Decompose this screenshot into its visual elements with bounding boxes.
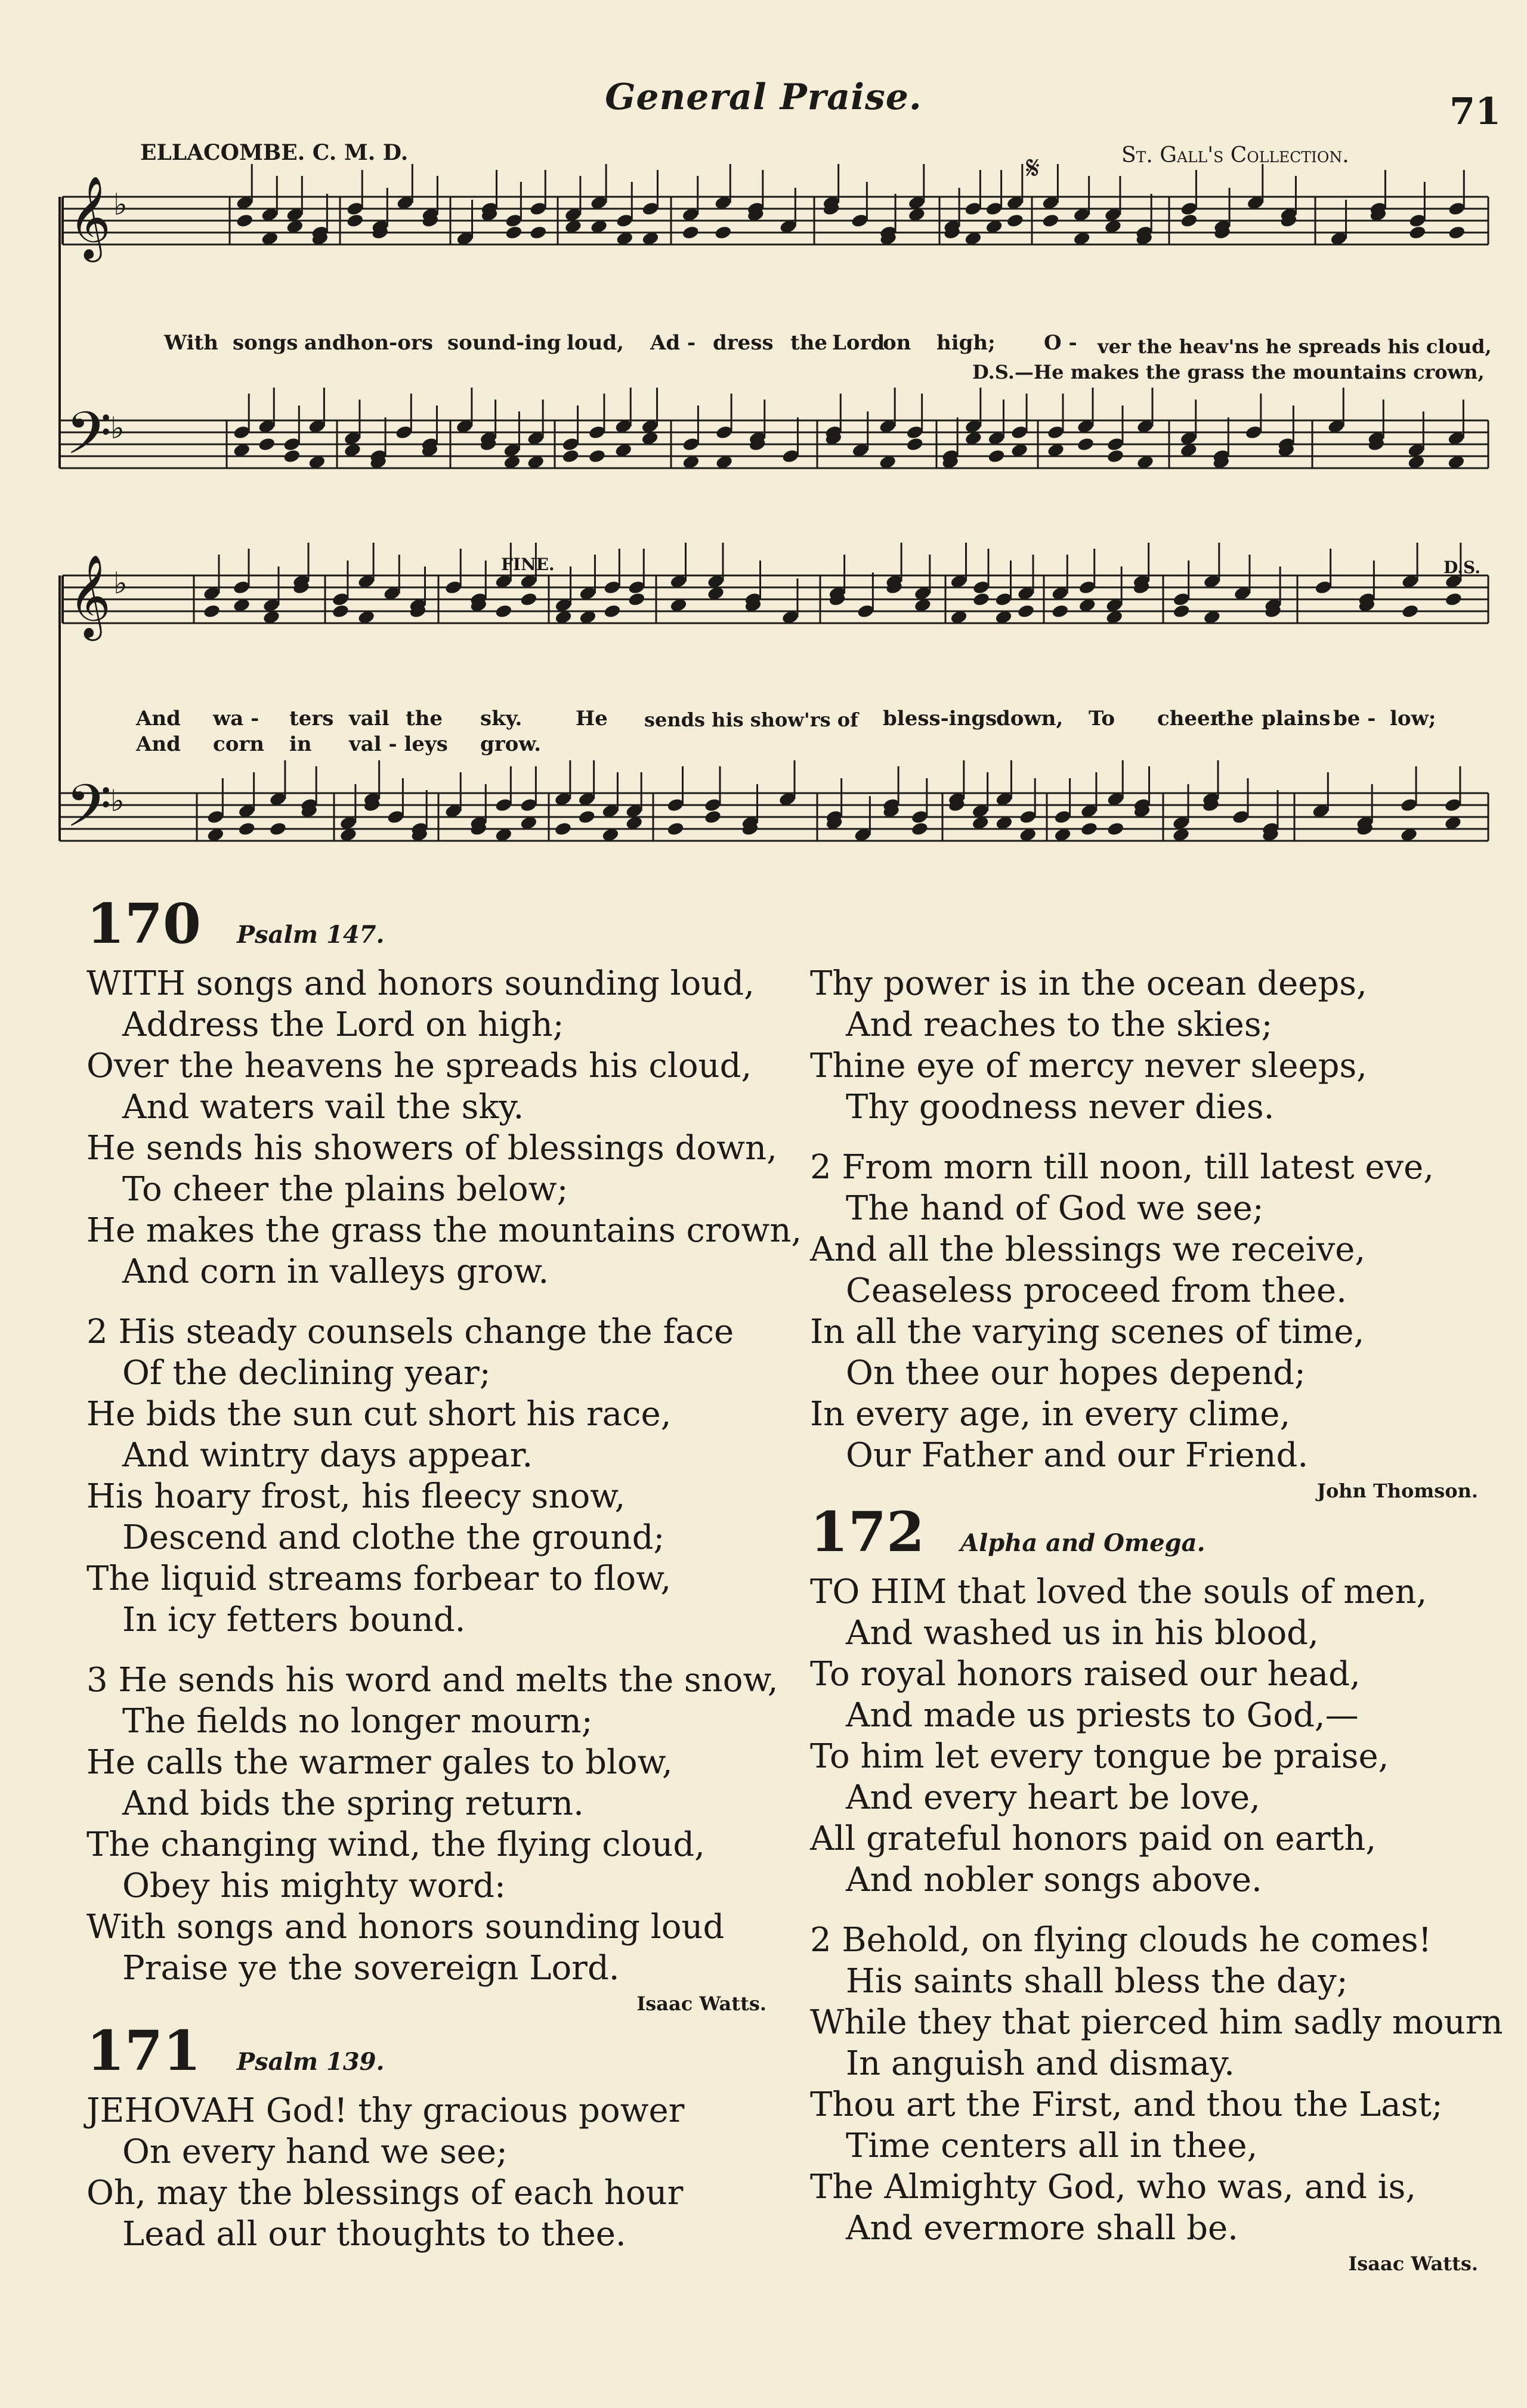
verse-line: WITH songs and honors sounding loud,: [86, 964, 755, 1003]
lyric: Ad -: [650, 331, 696, 355]
lyric: sound-ing: [447, 331, 561, 355]
lyric: ters: [289, 707, 334, 731]
note-head: [987, 448, 1006, 464]
verse-line: And every heart be love,: [846, 1778, 1260, 1817]
note-head: [972, 592, 991, 607]
lyric: in: [289, 732, 312, 756]
lyric: vail: [349, 707, 390, 731]
verse-line: The liquid streams forbear to flow,: [86, 1559, 672, 1598]
verse-line: In icy fetters bound.: [122, 1601, 466, 1639]
verse-line: The hand of God we see;: [846, 1189, 1264, 1228]
note-head: [603, 603, 622, 619]
lyric: bless-ings: [883, 707, 997, 731]
lyric: sends his show'rs of: [644, 708, 858, 731]
lyric: And: [136, 732, 181, 756]
note-head: [1106, 821, 1125, 837]
lyric: hon-ors: [346, 331, 433, 355]
note-head: [520, 592, 538, 607]
hymn-172-heading: [810, 1500, 1478, 1571]
lyric: Lord: [832, 331, 885, 355]
verse-line: 2 His steady counsels change the face: [86, 1313, 734, 1351]
lyric: corn: [213, 732, 265, 756]
stanza: [86, 963, 802, 1292]
lyric: val - leys: [349, 732, 448, 756]
verse-line: Ceaseless proceed from thee.: [846, 1271, 1347, 1310]
lyric: low;: [1390, 707, 1436, 731]
note-head: [1006, 213, 1025, 228]
bass-clef-icon: 𝄢: [66, 400, 112, 482]
lyric: and: [304, 331, 347, 355]
verse-line: TO HIM that loved the souls of men,: [810, 1573, 1427, 1611]
verse-line: And bids the spring return.: [122, 1784, 584, 1823]
verse-line: Address the Lord on high;: [122, 1005, 564, 1044]
verse-line: To cheer the plains below;: [122, 1170, 568, 1209]
note-head: [561, 448, 580, 464]
verse-line: Thy power is in the ocean deeps,: [810, 964, 1367, 1003]
flat-icon: ♭: [110, 411, 125, 445]
verse-line: His saints shall bless the day;: [846, 1962, 1348, 2001]
lyric: the: [406, 707, 443, 731]
verse-line: Of the declining year;: [122, 1354, 491, 1392]
verse-line: He sends his showers of blessings down,: [86, 1129, 777, 1168]
fine-marking: FINE.: [501, 555, 555, 574]
verse-line: His hoary frost, his fleecy snow,: [86, 1477, 626, 1516]
verse-line: While they that pierced him sadly mourn: [810, 2003, 1503, 2042]
lyric: down,: [996, 707, 1064, 731]
author: Isaac Watts.: [1348, 2252, 1478, 2275]
stanza: [810, 1571, 1478, 1901]
verse-line: Thy goodness never dies.: [846, 1088, 1275, 1126]
hymn-number: 171: [86, 2019, 202, 2083]
note-head: [332, 603, 350, 619]
verse-line: Lead all our thoughts to thee.: [122, 2215, 626, 2254]
bass-clef-icon: 𝄢: [66, 772, 112, 855]
hymn-subtitle: Psalm 139.: [237, 2048, 385, 2076]
verse-line: The Almighty God, who was, and is,: [810, 2168, 1417, 2206]
note-head: [666, 821, 685, 837]
hymn-subtitle: Alpha and Omega.: [960, 1529, 1205, 1557]
note-head: [905, 437, 924, 452]
note-head: [1448, 225, 1466, 240]
verse-line: To him let every tongue be praise,: [810, 1737, 1389, 1776]
stanza-continued: [810, 963, 1478, 1128]
lyric: high;: [936, 331, 996, 355]
note-head: [1017, 603, 1035, 619]
note-head: [1172, 603, 1191, 619]
verse-line: On every hand we see;: [122, 2132, 508, 2171]
hymn-number: 170: [86, 892, 202, 956]
lyric: grow.: [480, 732, 542, 756]
verse-line: And made us priests to God,—: [846, 1696, 1359, 1735]
right-column: [810, 963, 1503, 2279]
note-head: [237, 821, 256, 837]
note-head: [1445, 592, 1463, 607]
verse-line: Oh, may the blessings of each hour: [86, 2174, 684, 2212]
lyric: be -: [1333, 707, 1376, 731]
note-head: [1080, 821, 1099, 837]
lyric: O -: [1044, 331, 1077, 355]
author: John Thomson.: [1316, 1480, 1478, 1502]
lyric: To: [1089, 707, 1115, 731]
verse-line: The changing wind, the flying cloud,: [86, 1825, 705, 1864]
lyric: plains: [1262, 707, 1331, 731]
hymn-subtitle: Psalm 147.: [237, 921, 385, 949]
tune-name: ELLACOMBE. C. M. D.: [140, 140, 409, 165]
lyric: dress: [713, 331, 774, 355]
verse-line: Our Father and our Friend.: [846, 1436, 1309, 1475]
note-head: [588, 448, 607, 464]
verse-line: And nobler songs above.: [846, 1861, 1262, 1899]
note-head: [554, 821, 573, 837]
hymn-171-heading: [86, 2019, 778, 2090]
lyric: songs: [233, 331, 298, 355]
note-head: [346, 213, 364, 228]
note-head: [203, 603, 221, 619]
lyric: And: [136, 707, 181, 731]
verse-line: JEHOVAH God! thy gracious power: [86, 2091, 685, 2130]
lyric: loud,: [567, 331, 624, 355]
left-column: [86, 892, 802, 2255]
verse-line: He calls the warmer gales to blow,: [86, 1743, 673, 1782]
verse-line: The fields no longer mourn;: [122, 1702, 593, 1741]
verse-line: Time centers all in thee,: [846, 2127, 1258, 2165]
note-head: [577, 809, 596, 825]
verse-line: 2 Behold, on flying clouds he comes!: [810, 1921, 1432, 1960]
note-head: [1041, 213, 1060, 228]
lyric: on: [883, 331, 911, 355]
tune-source: St. Gall's Collection.: [1121, 143, 1349, 168]
verse-line: He bids the sun cut short his race,: [86, 1395, 672, 1434]
verse-line: Over the heavens he spreads his cloud,: [86, 1047, 752, 1085]
note-head: [1106, 448, 1125, 464]
note-head: [681, 225, 700, 240]
ds-marking: D.S.: [1443, 558, 1481, 577]
author: Isaac Watts.: [636, 1992, 766, 2015]
note-head: [269, 821, 288, 837]
verse-line: Thou art the First, and thou the Last;: [810, 2085, 1443, 2124]
stanza: [810, 1147, 1478, 1476]
verse-line: In all the varying scenes of time,: [810, 1313, 1365, 1351]
verse-line: He makes the grass the mountains crown,: [86, 1211, 802, 1250]
treble-clef-icon: 𝄞: [69, 176, 111, 259]
music-notation: [0, 0, 1527, 930]
note-head: [236, 213, 254, 228]
note-head: [1180, 213, 1198, 228]
verse-line: And wintry days appear.: [122, 1436, 533, 1475]
treble-clef-icon: 𝄞: [69, 555, 111, 637]
page-number: 71: [1449, 89, 1501, 133]
verse-line: Praise ye the sovereign Lord.: [122, 1949, 620, 1988]
verse-line: And waters vail the sky.: [122, 1088, 524, 1126]
lyric: wa -: [213, 707, 259, 731]
verse-line: In anguish and dismay.: [846, 2044, 1235, 2083]
flat-icon: ♭: [113, 566, 128, 601]
stanza: [86, 2090, 778, 2255]
lyric: He: [576, 707, 608, 731]
verse-line: In every age, in every clime,: [810, 1395, 1291, 1434]
lyric: the: [790, 331, 828, 355]
stanza: [810, 1920, 1503, 2249]
note-head: [911, 821, 929, 837]
verse-line: With songs and honors sounding loud: [86, 1908, 725, 1946]
verse-line: And reaches to the skies;: [846, 1005, 1273, 1044]
flat-icon: ♭: [110, 784, 125, 818]
lyric: With: [164, 331, 218, 355]
note-head: [1051, 603, 1069, 619]
note-head: [258, 437, 276, 452]
note-head: [494, 603, 513, 619]
verse-line: And evermore shall be.: [846, 2209, 1238, 2248]
note-head: [529, 225, 548, 240]
lyric: ver the heav'ns he spreads his cloud,: [1098, 335, 1492, 358]
lyric: the: [1217, 707, 1254, 731]
note-head: [704, 809, 722, 825]
segno-icon: 𝄋: [1026, 149, 1040, 187]
verse-line: To royal honors raised our head,: [810, 1655, 1361, 1694]
verse-line: Obey his mighty word:: [122, 1867, 506, 1905]
lyric: cheer: [1157, 707, 1221, 731]
note-head: [505, 225, 523, 240]
verse-line: Thine eye of mercy never sleeps,: [810, 1047, 1367, 1085]
verse-line: On thee our hopes depend;: [846, 1354, 1306, 1392]
note-head: [628, 592, 646, 607]
hymn-170-heading: [86, 892, 778, 963]
page-title: General Praise.: [605, 76, 922, 118]
verse-line: All grateful honors paid on earth,: [810, 1819, 1377, 1858]
verse-line: 3 He sends his word and melts the snow,: [86, 1661, 778, 1700]
hymn-number: 172: [810, 1500, 925, 1564]
verse-line: 2 From morn till noon, till latest eve,: [810, 1148, 1435, 1187]
note-head: [714, 225, 732, 240]
lyric-ds-line: D.S.—He makes the grass the mountains crown,: [972, 361, 1485, 383]
verse-line: And corn in valleys grow.: [122, 1252, 549, 1291]
note-head: [1401, 603, 1420, 619]
flat-icon: ♭: [113, 187, 128, 222]
stanza: [86, 1660, 778, 1989]
lyric: sky.: [480, 707, 523, 731]
note-head: [283, 448, 301, 464]
verse-line: And washed us in his blood,: [846, 1614, 1319, 1652]
verse-line: And all the blessings we receive,: [810, 1230, 1366, 1269]
note-head: [1077, 437, 1095, 452]
note-head: [1408, 225, 1427, 240]
stanza: [86, 1311, 778, 1641]
verse-line: Descend and clothe the ground;: [122, 1518, 665, 1557]
